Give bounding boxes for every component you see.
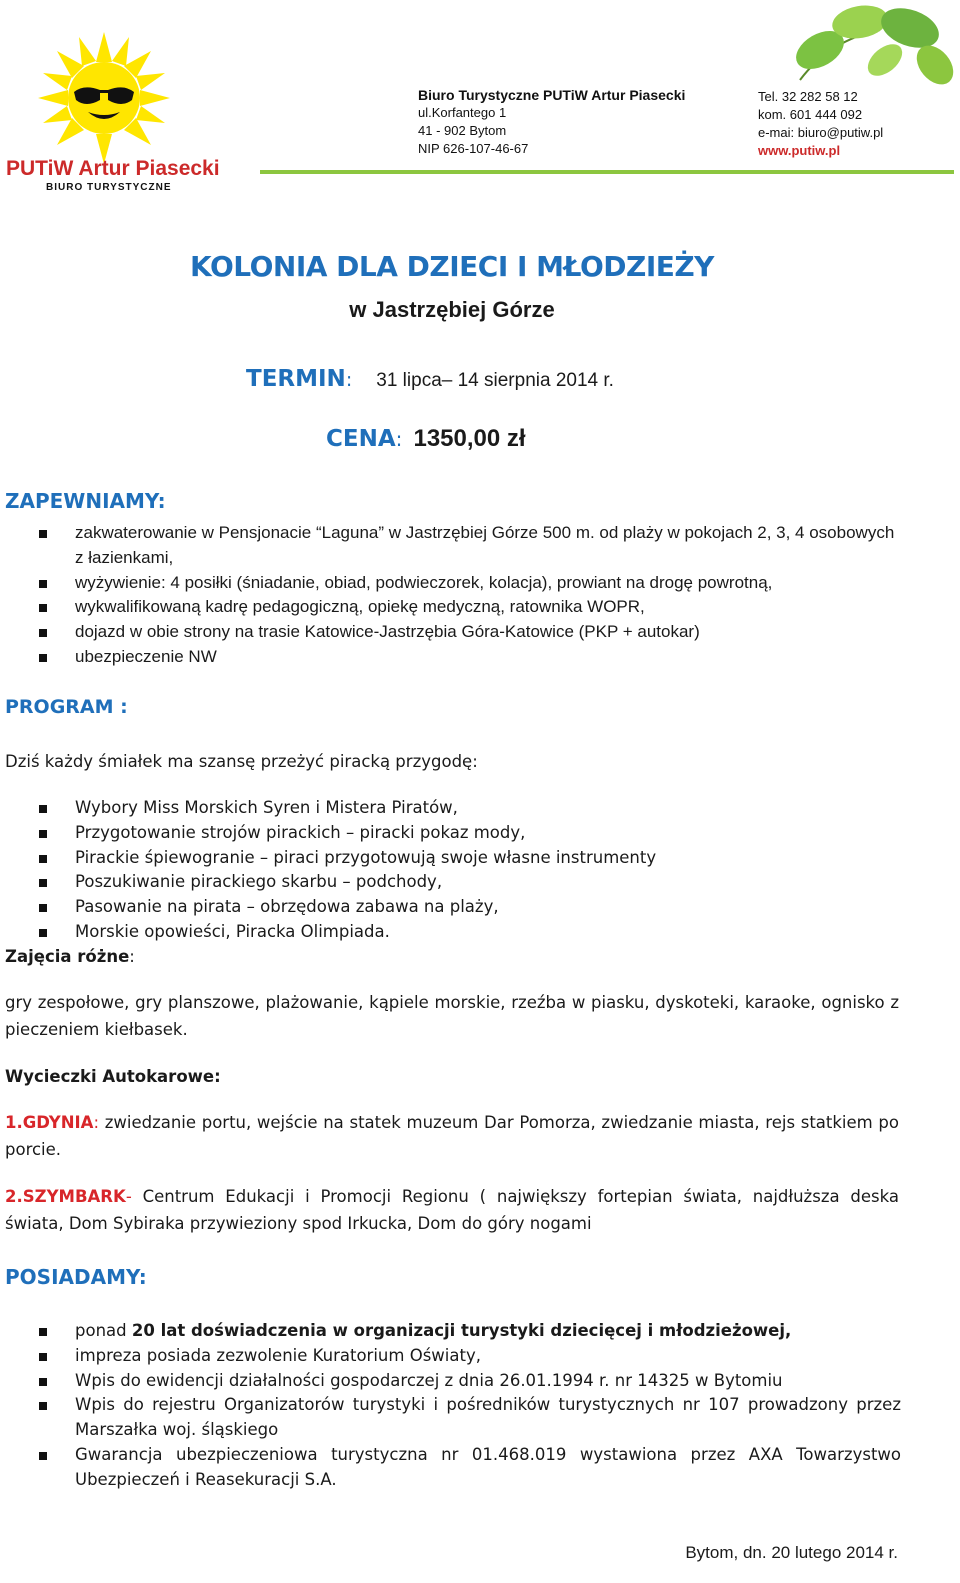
- item-emphasis: 20 lat doświadczenia w organizacji turystyki dziecięcej i młodzieżowej,: [131, 1321, 792, 1340]
- trip-text: zwiedzanie portu, wejście na statek muzeum Dar Pomorza, zwiedzanie miasta, rejs statkiem po porcie.: [5, 1113, 899, 1159]
- list-item: impreza posiada zezwolenie Kuratorium Oświaty,: [39, 1344, 901, 1369]
- website-link[interactable]: www.putiw.pl: [758, 143, 841, 158]
- trip-place: GDYNIA: [22, 1113, 94, 1132]
- list-item: dojazd w obie strony na trasie Katowice-Jastrzębia Góra-Katowice (PKP + autokar): [39, 620, 901, 645]
- list-item: Pasowanie na pirata – obrzędowa zabawa na plaży,: [39, 895, 901, 920]
- price-label: CENA: [326, 426, 396, 452]
- document-date: Bytom, dn. 20 lutego 2014 r.: [685, 1543, 898, 1562]
- price-line: [326, 425, 526, 453]
- mobile: kom. 601 444 092: [758, 107, 863, 122]
- list-item: [39, 1319, 901, 1344]
- email[interactable]: e-mai: biuro@putiw.pl: [758, 125, 884, 140]
- city: 41 - 902 Bytom: [418, 123, 507, 138]
- term-value: 31 lipca– 14 sierpnia 2014 r.: [376, 370, 614, 391]
- page-title-text: KOLONIA DLA DZIECI I MŁODZIEŻY: [190, 250, 714, 283]
- wycieczki-heading: [5, 1063, 899, 1090]
- list-item: zakwaterowanie w Pensjonacie “Laguna” w Jastrzębiej Górze 500 m. od plaży w pokojach 2, 3, 4 osobowych z łazienkami,: [39, 521, 901, 571]
- company-address: [418, 86, 685, 158]
- section-program: PROGRAM :: [5, 696, 128, 718]
- term-label: TERMIN: [246, 366, 346, 392]
- program-intro: Dziś każdy śmiałek ma szansę przeżyć piracką przygodę:: [5, 752, 478, 771]
- header-divider: [260, 170, 954, 174]
- list-item: Morskie opowieści, Piracka Olimpiada.: [39, 920, 901, 945]
- page-title: [0, 250, 904, 283]
- list-item: Pirackie śpiewogranie – piraci przygotowują swoje własne instrumenty: [39, 846, 901, 871]
- brand-subtitle: BIURO TURYSTYCZNE: [46, 182, 172, 193]
- trip-item: [5, 1183, 899, 1237]
- wycieczki-label: Wycieczki Autokarowe:: [5, 1067, 221, 1086]
- zapewniamy-list: [39, 521, 901, 670]
- zajecia-text: gry zespołowe, gry planszowe, plażowanie, kąpiele morskie, rzeźba w piasku, dyskoteki, karaoke, ognisko z pieczeniem kiełbasek.: [5, 993, 899, 1039]
- zajecia-heading: [5, 943, 899, 970]
- list-item: wyżywienie: 4 posiłki (śniadanie, obiad, podwieczorek, kolacja), prowiant na drogę powrotną,: [39, 571, 901, 596]
- company-name: Biuro Turystyczne PUTiW Artur Piasecki: [418, 87, 686, 103]
- trip-sep: -: [125, 1187, 132, 1206]
- trip-number: 1.: [5, 1113, 23, 1132]
- leaves-icon: [790, 0, 960, 95]
- street: ul.Korfantego 1: [418, 105, 507, 120]
- list-item: Wpis do rejestru Organizatorów turystyki i pośredników turystycznych nr 107 prowadzony przez Marszałka woj. śląskiego: [39, 1393, 901, 1443]
- list-item: Przygotowanie strojów pirackich – piracki pokaz mody,: [39, 821, 901, 846]
- trip-place: SZYMBARK: [22, 1187, 126, 1206]
- zajecia-label: Zajęcia różne: [5, 947, 130, 966]
- posiadamy-list: [39, 1319, 901, 1493]
- section-zapewniamy: ZAPEWNIAMY:: [5, 489, 166, 513]
- list-item: Gwarancja ubezpieczeniowa turystyczna nr 01.468.019 wystawiona przez AXA Towarzystwo Ubezpieczeń i Reasekuracji S.A.: [39, 1443, 901, 1493]
- price-sep: :: [395, 427, 403, 451]
- trip-text: Centrum Edukacji i Promocji Regionu ( największy fortepian świata, najdłuższa deska świata, Dom Sybiraka przywieziony spod Irkucka, Dom do góry nogami: [5, 1187, 899, 1233]
- trip-sep: :: [93, 1113, 100, 1132]
- list-item: Wpis do ewidencji działalności gospodarczej z dnia 26.01.1994 r. nr 14325 w Bytomiu: [39, 1369, 901, 1394]
- brand-name: PUTiW Artur Piasecki: [6, 157, 220, 180]
- company-contact: [758, 88, 883, 160]
- list-item: Wybory Miss Morskich Syren i Mistera Piratów,: [39, 796, 901, 821]
- list-item: ubezpieczenie NW: [39, 645, 901, 670]
- term-sep: :: [345, 369, 353, 391]
- trip-item: [5, 1109, 899, 1163]
- zajecia-sep: :: [129, 947, 135, 966]
- phone: Tel. 32 282 58 12: [758, 89, 858, 104]
- nip: NIP 626-107-46-67: [418, 141, 529, 156]
- price-value: 1350,00 zł: [413, 425, 526, 452]
- list-item: Poszukiwanie pirackiego skarbu – podchody,: [39, 870, 901, 895]
- program-list: [39, 796, 901, 945]
- item-prefix: ponad: [75, 1321, 132, 1340]
- section-posiadamy: POSIADAMY:: [5, 1265, 147, 1289]
- list-item: wykwalifikowaną kadrę pedagogiczną, opiekę medyczną, ratownika WOPR,: [39, 595, 901, 620]
- trip-number: 2.: [5, 1187, 23, 1206]
- term-line: [246, 366, 614, 392]
- page-subtitle: w Jastrzębiej Górze: [349, 297, 555, 322]
